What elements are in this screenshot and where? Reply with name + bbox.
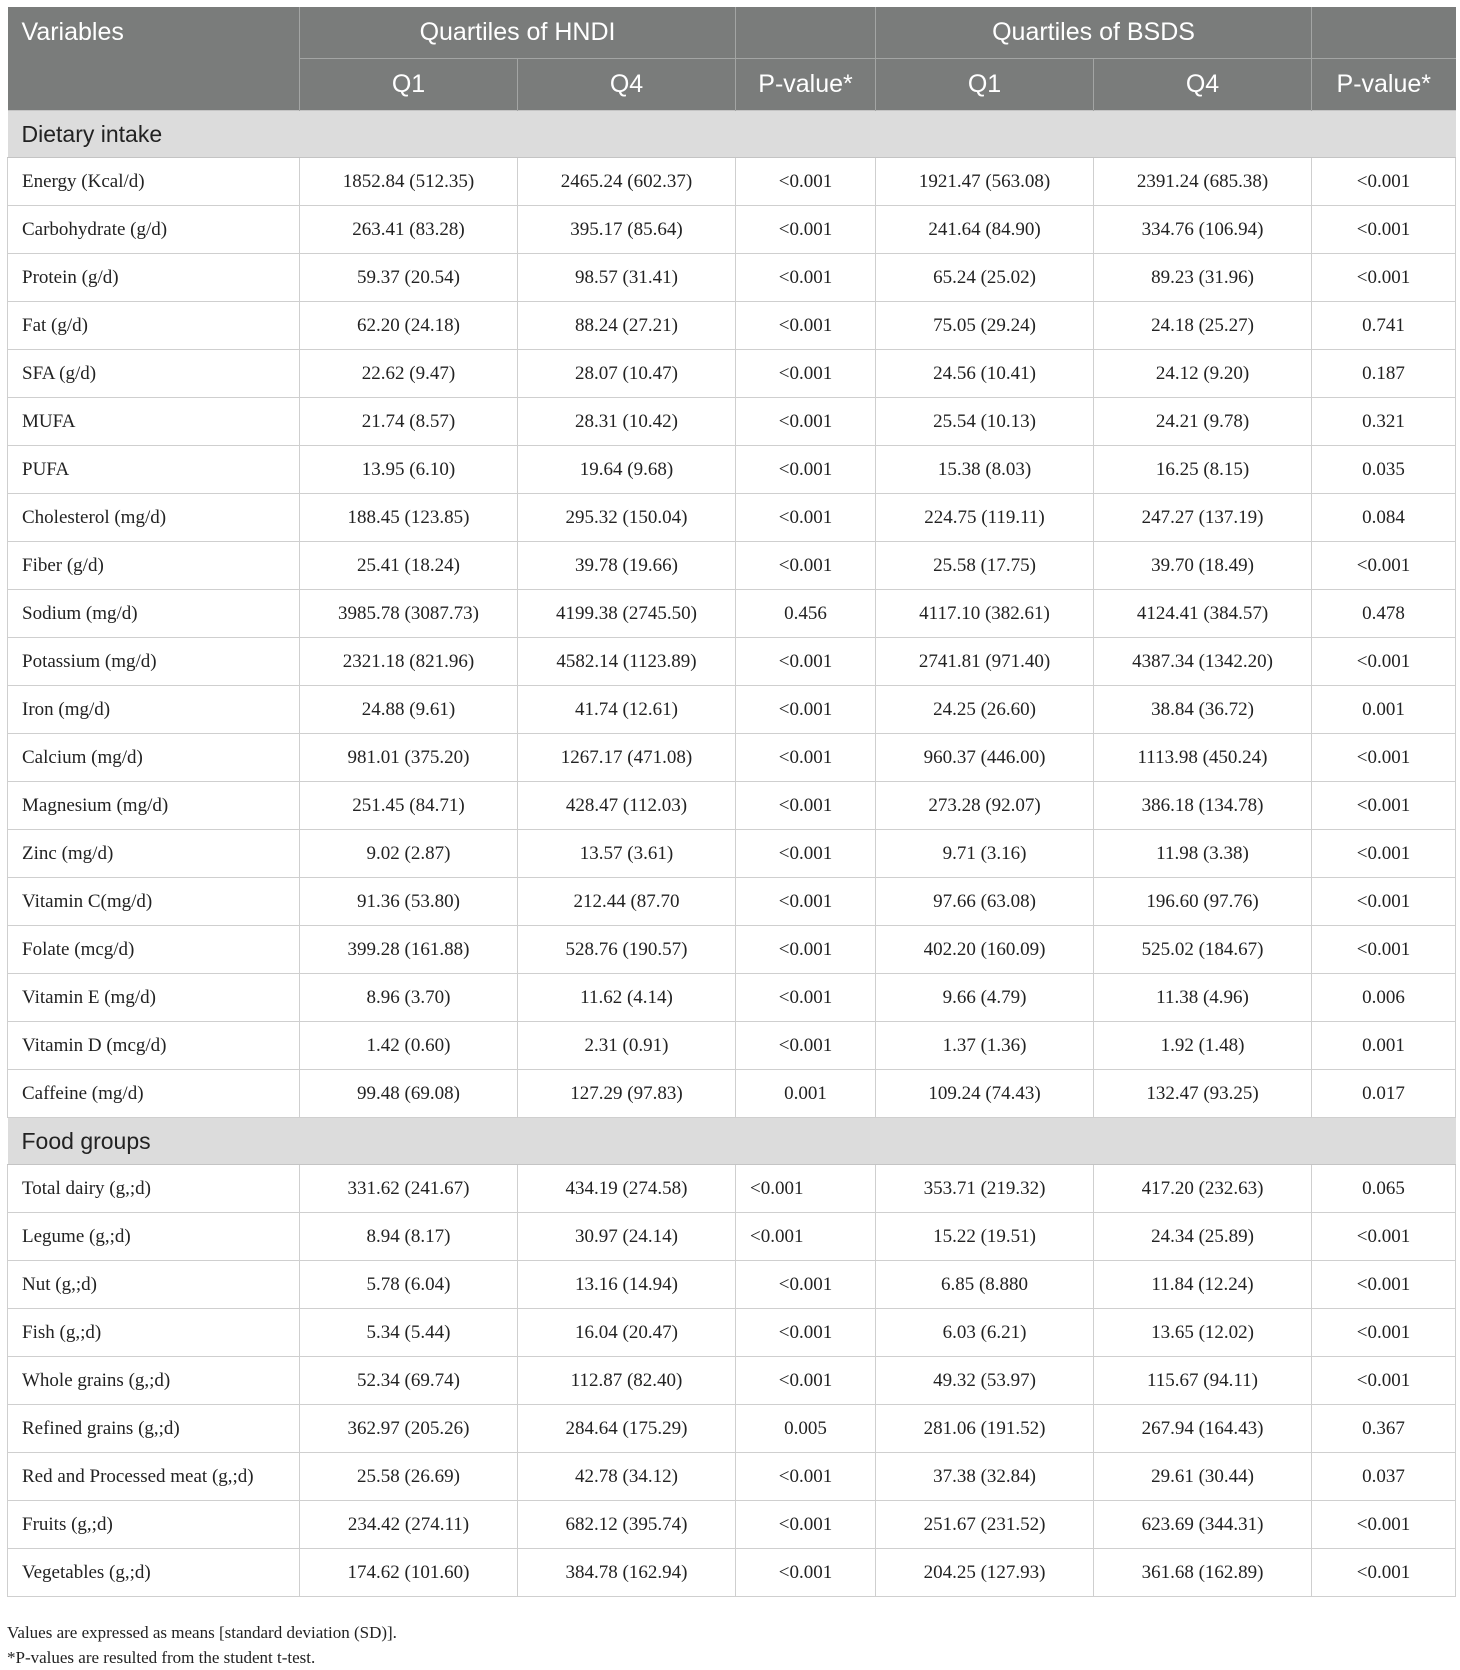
hndi-q1-cell: 24.88 (9.61) <box>300 686 518 734</box>
bsds-pvalue-cell: <0.001 <box>1312 638 1456 686</box>
bsds-pvalue-cell: <0.001 <box>1312 206 1456 254</box>
bsds-q1-cell: 9.71 (3.16) <box>876 830 1094 878</box>
bsds-q4-cell: 1.92 (1.48) <box>1094 1022 1312 1070</box>
variable-name-cell: Magnesium (mg/d) <box>8 782 300 830</box>
hndi-q1-cell: 331.62 (241.67) <box>300 1165 518 1213</box>
hndi-q4-cell: 2465.24 (602.37) <box>518 158 736 206</box>
bsds-pvalue-cell: <0.001 <box>1312 542 1456 590</box>
bsds-pvalue-cell: 0.035 <box>1312 446 1456 494</box>
bsds-q4-cell: 267.94 (164.43) <box>1094 1405 1312 1453</box>
hndi-q1-cell: 5.78 (6.04) <box>300 1261 518 1309</box>
table-row <box>8 830 1456 878</box>
header-row-groups <box>8 7 1456 59</box>
hndi-q4-cell: 127.29 (97.83) <box>518 1070 736 1118</box>
variable-name-cell: Zinc (mg/d) <box>8 830 300 878</box>
bsds-pvalue-cell: <0.001 <box>1312 878 1456 926</box>
hndi-q1-cell: 8.96 (3.70) <box>300 974 518 1022</box>
hndi-q4-cell: 13.57 (3.61) <box>518 830 736 878</box>
hndi-pvalue-cell: <0.001 <box>736 1501 876 1549</box>
table-row <box>8 398 1456 446</box>
variable-name-cell: Carbohydrate (g/d) <box>8 206 300 254</box>
bsds-pvalue-cell: 0.084 <box>1312 494 1456 542</box>
hndi-q1-cell: 91.36 (53.80) <box>300 878 518 926</box>
hndi-pvalue-cell: <0.001 <box>736 1357 876 1405</box>
bsds-q4-cell: 39.70 (18.49) <box>1094 542 1312 590</box>
variable-name-cell: Protein (g/d) <box>8 254 300 302</box>
hndi-q4-header: Q4 <box>518 59 736 111</box>
bsds-q4-cell: 1113.98 (450.24) <box>1094 734 1312 782</box>
hndi-q4-cell: 88.24 (27.21) <box>518 302 736 350</box>
hndi-q4-cell: 41.74 (12.61) <box>518 686 736 734</box>
hndi-q4-cell: 16.04 (20.47) <box>518 1309 736 1357</box>
hndi-q4-cell: 284.64 (175.29) <box>518 1405 736 1453</box>
bsds-q4-cell: 16.25 (8.15) <box>1094 446 1312 494</box>
table-row <box>8 542 1456 590</box>
section-title: Food groups <box>8 1118 1456 1165</box>
table-row <box>8 302 1456 350</box>
hndi-q4-cell: 11.62 (4.14) <box>518 974 736 1022</box>
hndi-pvalue-cell: 0.005 <box>736 1405 876 1453</box>
hndi-q1-cell: 3985.78 (3087.73) <box>300 590 518 638</box>
bsds-q4-cell: 38.84 (36.72) <box>1094 686 1312 734</box>
bsds-q4-cell: 386.18 (134.78) <box>1094 782 1312 830</box>
variable-name-cell: Vitamin E (mg/d) <box>8 974 300 1022</box>
variable-name-cell: Vitamin C(mg/d) <box>8 878 300 926</box>
hndi-q4-cell: 98.57 (31.41) <box>518 254 736 302</box>
hndi-pvalue-cell: <0.001 <box>736 1165 876 1213</box>
hndi-q1-cell: 981.01 (375.20) <box>300 734 518 782</box>
bsds-q1-cell: 281.06 (191.52) <box>876 1405 1094 1453</box>
data-table <box>7 7 1456 1597</box>
bsds-q1-cell: 24.56 (10.41) <box>876 350 1094 398</box>
bsds-q1-cell: 241.64 (84.90) <box>876 206 1094 254</box>
hndi-pvalue-header: P-value* <box>736 59 876 111</box>
table-row <box>8 734 1456 782</box>
variable-name-cell: Cholesterol (mg/d) <box>8 494 300 542</box>
bsds-q1-cell: 25.54 (10.13) <box>876 398 1094 446</box>
hndi-pvalue-cell: <0.001 <box>736 206 876 254</box>
hndi-q4-cell: 2.31 (0.91) <box>518 1022 736 1070</box>
table-row <box>8 1213 1456 1261</box>
variable-name-cell: Fish (g,;d) <box>8 1309 300 1357</box>
hndi-q4-cell: 30.97 (24.14) <box>518 1213 736 1261</box>
bsds-pvalue-cell: <0.001 <box>1312 734 1456 782</box>
hndi-q4-cell: 19.64 (9.68) <box>518 446 736 494</box>
variable-name-cell: Calcium (mg/d) <box>8 734 300 782</box>
bsds-q4-cell: 4387.34 (1342.20) <box>1094 638 1312 686</box>
hndi-q1-cell: 2321.18 (821.96) <box>300 638 518 686</box>
table-row <box>8 206 1456 254</box>
variable-name-cell: Energy (Kcal/d) <box>8 158 300 206</box>
hndi-pvalue-cell: <0.001 <box>736 254 876 302</box>
hndi-pvalue-cell: <0.001 <box>736 446 876 494</box>
hndi-pvalue-cell: <0.001 <box>736 494 876 542</box>
bsds-pvalue-cell: <0.001 <box>1312 830 1456 878</box>
hndi-q1-cell: 263.41 (83.28) <box>300 206 518 254</box>
variable-name-cell: Vegetables (g,;d) <box>8 1549 300 1597</box>
section-row <box>8 111 1456 158</box>
bsds-q1-cell: 9.66 (4.79) <box>876 974 1094 1022</box>
bsds-q4-cell: 2391.24 (685.38) <box>1094 158 1312 206</box>
variable-name-cell: Total dairy (g,;d) <box>8 1165 300 1213</box>
hndi-q4-cell: 1267.17 (471.08) <box>518 734 736 782</box>
bsds-q4-cell: 13.65 (12.02) <box>1094 1309 1312 1357</box>
hndi-q1-cell: 59.37 (20.54) <box>300 254 518 302</box>
bsds-pvalue-cell: <0.001 <box>1312 158 1456 206</box>
variable-name-cell: Whole grains (g,;d) <box>8 1357 300 1405</box>
hndi-q4-cell: 434.19 (274.58) <box>518 1165 736 1213</box>
bsds-pvalue-cell: <0.001 <box>1312 1501 1456 1549</box>
bsds-pvalue-cell: 0.367 <box>1312 1405 1456 1453</box>
bsds-pvalue-cell: <0.001 <box>1312 1549 1456 1597</box>
bsds-pvalue-cell: <0.001 <box>1312 1357 1456 1405</box>
table-row <box>8 1070 1456 1118</box>
hndi-q1-cell: 1.42 (0.60) <box>300 1022 518 1070</box>
variable-name-cell: Iron (mg/d) <box>8 686 300 734</box>
bsds-q4-cell: 29.61 (30.44) <box>1094 1453 1312 1501</box>
bsds-q1-cell: 37.38 (32.84) <box>876 1453 1094 1501</box>
bsds-q1-cell: 25.58 (17.75) <box>876 542 1094 590</box>
bsds-q1-header: Q1 <box>876 59 1094 111</box>
hndi-pvalue-cell: <0.001 <box>736 158 876 206</box>
bsds-q4-cell: 24.12 (9.20) <box>1094 350 1312 398</box>
footnote-pvalues: *P-values are resulted from the student t-test. <box>7 1648 316 1667</box>
table-row <box>8 494 1456 542</box>
section-row <box>8 1118 1456 1165</box>
bsds-q1-cell: 97.66 (63.08) <box>876 878 1094 926</box>
variable-name-cell: Folate (mcg/d) <box>8 926 300 974</box>
bsds-q1-cell: 15.38 (8.03) <box>876 446 1094 494</box>
bsds-q4-cell: 623.69 (344.31) <box>1094 1501 1312 1549</box>
hndi-q1-cell: 25.41 (18.24) <box>300 542 518 590</box>
bsds-q1-cell: 204.25 (127.93) <box>876 1549 1094 1597</box>
hndi-pvalue-cell: <0.001 <box>736 878 876 926</box>
variable-name-cell: Red and Processed meat (g,;d) <box>8 1453 300 1501</box>
variable-name-cell: Vitamin D (mcg/d) <box>8 1022 300 1070</box>
bsds-pvalue-cell: 0.478 <box>1312 590 1456 638</box>
variable-name-cell: PUFA <box>8 446 300 494</box>
table-row <box>8 1453 1456 1501</box>
table-row <box>8 1549 1456 1597</box>
variable-name-cell: SFA (g/d) <box>8 350 300 398</box>
bsds-q4-cell: 417.20 (232.63) <box>1094 1165 1312 1213</box>
bsds-q4-cell: 334.76 (106.94) <box>1094 206 1312 254</box>
hndi-q4-cell: 212.44 (87.70 <box>518 878 736 926</box>
table-row <box>8 1165 1456 1213</box>
bsds-q4-cell: 132.47 (93.25) <box>1094 1070 1312 1118</box>
hndi-pvalue-cell: <0.001 <box>736 734 876 782</box>
table-row <box>8 254 1456 302</box>
table-row <box>8 1357 1456 1405</box>
bsds-pvalue-cell: <0.001 <box>1312 1213 1456 1261</box>
hndi-pvalue-cell: <0.001 <box>736 1261 876 1309</box>
bsds-q1-cell: 15.22 (19.51) <box>876 1213 1094 1261</box>
bsds-q1-cell: 2741.81 (971.40) <box>876 638 1094 686</box>
bsds-pvalue-cell: 0.187 <box>1312 350 1456 398</box>
hndi-q1-cell: 399.28 (161.88) <box>300 926 518 974</box>
bsds-q4-cell: 4124.41 (384.57) <box>1094 590 1312 638</box>
hndi-q4-cell: 39.78 (19.66) <box>518 542 736 590</box>
hndi-pvalue-cell: <0.001 <box>736 686 876 734</box>
bsds-q1-cell: 251.67 (231.52) <box>876 1501 1094 1549</box>
hndi-q1-cell: 251.45 (84.71) <box>300 782 518 830</box>
table-row <box>8 1501 1456 1549</box>
bsds-q4-cell: 247.27 (137.19) <box>1094 494 1312 542</box>
hndi-q4-cell: 28.31 (10.42) <box>518 398 736 446</box>
hndi-q1-cell: 174.62 (101.60) <box>300 1549 518 1597</box>
bsds-q1-cell: 273.28 (92.07) <box>876 782 1094 830</box>
bsds-q1-cell: 960.37 (446.00) <box>876 734 1094 782</box>
variable-name-cell: Fruits (g,;d) <box>8 1501 300 1549</box>
bsds-pvalue-cell: 0.065 <box>1312 1165 1456 1213</box>
bsds-q1-cell: 1.37 (1.36) <box>876 1022 1094 1070</box>
bsds-q4-cell: 361.68 (162.89) <box>1094 1549 1312 1597</box>
table-container <box>7 7 1455 1597</box>
bsds-q1-cell: 224.75 (119.11) <box>876 494 1094 542</box>
bsds-q4-cell: 11.98 (3.38) <box>1094 830 1312 878</box>
table-body <box>8 111 1456 1597</box>
hndi-pvalue-cell: <0.001 <box>736 638 876 686</box>
hndi-pvalue-cell: <0.001 <box>736 1453 876 1501</box>
hndi-pvalue-cell: <0.001 <box>736 1213 876 1261</box>
hndi-pvalue-cell: <0.001 <box>736 830 876 878</box>
table-row <box>8 350 1456 398</box>
table-header <box>8 7 1456 111</box>
hndi-pvalue-cell: <0.001 <box>736 542 876 590</box>
bsds-q1-cell: 353.71 (219.32) <box>876 1165 1094 1213</box>
table-row <box>8 974 1456 1022</box>
table-row <box>8 1261 1456 1309</box>
bsds-q1-cell: 75.05 (29.24) <box>876 302 1094 350</box>
variable-name-cell: Caffeine (mg/d) <box>8 1070 300 1118</box>
bsds-q1-cell: 24.25 (26.60) <box>876 686 1094 734</box>
bsds-q1-cell: 6.85 (8.880 <box>876 1261 1094 1309</box>
hndi-q4-cell: 384.78 (162.94) <box>518 1549 736 1597</box>
table-row <box>8 878 1456 926</box>
hndi-q1-header: Q1 <box>300 59 518 111</box>
table-row <box>8 1022 1456 1070</box>
footnote-values: Values are expressed as means [standard deviation (SD)]. <box>7 1623 397 1642</box>
hndi-q1-cell: 62.20 (24.18) <box>300 302 518 350</box>
hndi-q1-cell: 234.42 (274.11) <box>300 1501 518 1549</box>
hndi-pvalue-cell: <0.001 <box>736 302 876 350</box>
bsds-q1-cell: 4117.10 (382.61) <box>876 590 1094 638</box>
bsds-pvalue-cell: 0.017 <box>1312 1070 1456 1118</box>
hndi-q4-cell: 13.16 (14.94) <box>518 1261 736 1309</box>
bsds-pvalue-cell: 0.001 <box>1312 1022 1456 1070</box>
variable-name-cell: Refined grains (g,;d) <box>8 1405 300 1453</box>
bsds-pvalue-cell: 0.741 <box>1312 302 1456 350</box>
bsds-q1-cell: 6.03 (6.21) <box>876 1309 1094 1357</box>
hndi-q4-cell: 395.17 (85.64) <box>518 206 736 254</box>
bsds-pvalue-cell: 0.001 <box>1312 686 1456 734</box>
bsds-pvalue-cell: 0.321 <box>1312 398 1456 446</box>
hndi-q4-cell: 528.76 (190.57) <box>518 926 736 974</box>
hndi-pvalue-cell: <0.001 <box>736 350 876 398</box>
table-row <box>8 638 1456 686</box>
bsds-q4-header: Q4 <box>1094 59 1312 111</box>
hndi-q1-cell: 362.97 (205.26) <box>300 1405 518 1453</box>
hndi-q1-cell: 52.34 (69.74) <box>300 1357 518 1405</box>
bsds-q4-cell: 89.23 (31.96) <box>1094 254 1312 302</box>
hndi-pvalue-cell: 0.456 <box>736 590 876 638</box>
bsds-q1-cell: 49.32 (53.97) <box>876 1357 1094 1405</box>
table-row <box>8 590 1456 638</box>
hndi-pvalue-cell: <0.001 <box>736 926 876 974</box>
hndi-q1-cell: 1852.84 (512.35) <box>300 158 518 206</box>
hndi-q1-cell: 8.94 (8.17) <box>300 1213 518 1261</box>
bsds-q1-cell: 109.24 (74.43) <box>876 1070 1094 1118</box>
bsds-group-spacer <box>1312 7 1456 59</box>
hndi-pvalue-cell: <0.001 <box>736 1309 876 1357</box>
bsds-q1-cell: 402.20 (160.09) <box>876 926 1094 974</box>
bsds-pvalue-cell: <0.001 <box>1312 782 1456 830</box>
hndi-q1-cell: 22.62 (9.47) <box>300 350 518 398</box>
table-row <box>8 926 1456 974</box>
hndi-q1-cell: 25.58 (26.69) <box>300 1453 518 1501</box>
section-title: Dietary intake <box>8 111 1456 158</box>
variables-header: Variables <box>8 7 300 111</box>
bsds-q4-cell: 196.60 (97.76) <box>1094 878 1312 926</box>
bsds-pvalue-cell: 0.037 <box>1312 1453 1456 1501</box>
hndi-q1-cell: 13.95 (6.10) <box>300 446 518 494</box>
variable-name-cell: Potassium (mg/d) <box>8 638 300 686</box>
hndi-q1-cell: 99.48 (69.08) <box>300 1070 518 1118</box>
hndi-pvalue-cell: <0.001 <box>736 398 876 446</box>
hndi-q4-cell: 428.47 (112.03) <box>518 782 736 830</box>
hndi-q4-cell: 295.32 (150.04) <box>518 494 736 542</box>
hndi-pvalue-cell: <0.001 <box>736 1549 876 1597</box>
variable-name-cell: Nut (g,;d) <box>8 1261 300 1309</box>
variable-name-cell: Sodium (mg/d) <box>8 590 300 638</box>
hndi-group-spacer <box>736 7 876 59</box>
hndi-q1-cell: 5.34 (5.44) <box>300 1309 518 1357</box>
bsds-pvalue-cell: <0.001 <box>1312 1261 1456 1309</box>
hndi-pvalue-cell: <0.001 <box>736 782 876 830</box>
table-row <box>8 686 1456 734</box>
hndi-pvalue-cell: <0.001 <box>736 1022 876 1070</box>
hndi-q4-cell: 4199.38 (2745.50) <box>518 590 736 638</box>
bsds-pvalue-cell: <0.001 <box>1312 1309 1456 1357</box>
hndi-group-header: Quartiles of HNDI <box>300 7 736 59</box>
bsds-q4-cell: 525.02 (184.67) <box>1094 926 1312 974</box>
table-row <box>8 1405 1456 1453</box>
variable-name-cell: MUFA <box>8 398 300 446</box>
bsds-pvalue-cell: 0.006 <box>1312 974 1456 1022</box>
bsds-q1-cell: 65.24 (25.02) <box>876 254 1094 302</box>
hndi-q4-cell: 4582.14 (1123.89) <box>518 638 736 686</box>
bsds-pvalue-header: P-value* <box>1312 59 1456 111</box>
footnotes <box>7 1620 397 1670</box>
variable-name-cell: Legume (g,;d) <box>8 1213 300 1261</box>
bsds-q4-cell: 11.38 (4.96) <box>1094 974 1312 1022</box>
hndi-q1-cell: 188.45 (123.85) <box>300 494 518 542</box>
bsds-q4-cell: 11.84 (12.24) <box>1094 1261 1312 1309</box>
table-row <box>8 1309 1456 1357</box>
bsds-pvalue-cell: <0.001 <box>1312 254 1456 302</box>
hndi-q4-cell: 42.78 (34.12) <box>518 1453 736 1501</box>
bsds-q4-cell: 24.34 (25.89) <box>1094 1213 1312 1261</box>
bsds-q1-cell: 1921.47 (563.08) <box>876 158 1094 206</box>
hndi-q1-cell: 21.74 (8.57) <box>300 398 518 446</box>
bsds-q4-cell: 24.21 (9.78) <box>1094 398 1312 446</box>
bsds-q4-cell: 115.67 (94.11) <box>1094 1357 1312 1405</box>
hndi-pvalue-cell: 0.001 <box>736 1070 876 1118</box>
bsds-pvalue-cell: <0.001 <box>1312 926 1456 974</box>
bsds-q4-cell: 24.18 (25.27) <box>1094 302 1312 350</box>
bsds-group-header: Quartiles of BSDS <box>876 7 1312 59</box>
hndi-q4-cell: 28.07 (10.47) <box>518 350 736 398</box>
variable-name-cell: Fiber (g/d) <box>8 542 300 590</box>
hndi-q4-cell: 682.12 (395.74) <box>518 1501 736 1549</box>
hndi-q1-cell: 9.02 (2.87) <box>300 830 518 878</box>
hndi-pvalue-cell: <0.001 <box>736 974 876 1022</box>
hndi-q4-cell: 112.87 (82.40) <box>518 1357 736 1405</box>
variable-name-cell: Fat (g/d) <box>8 302 300 350</box>
table-row <box>8 446 1456 494</box>
table-row <box>8 158 1456 206</box>
table-row <box>8 782 1456 830</box>
